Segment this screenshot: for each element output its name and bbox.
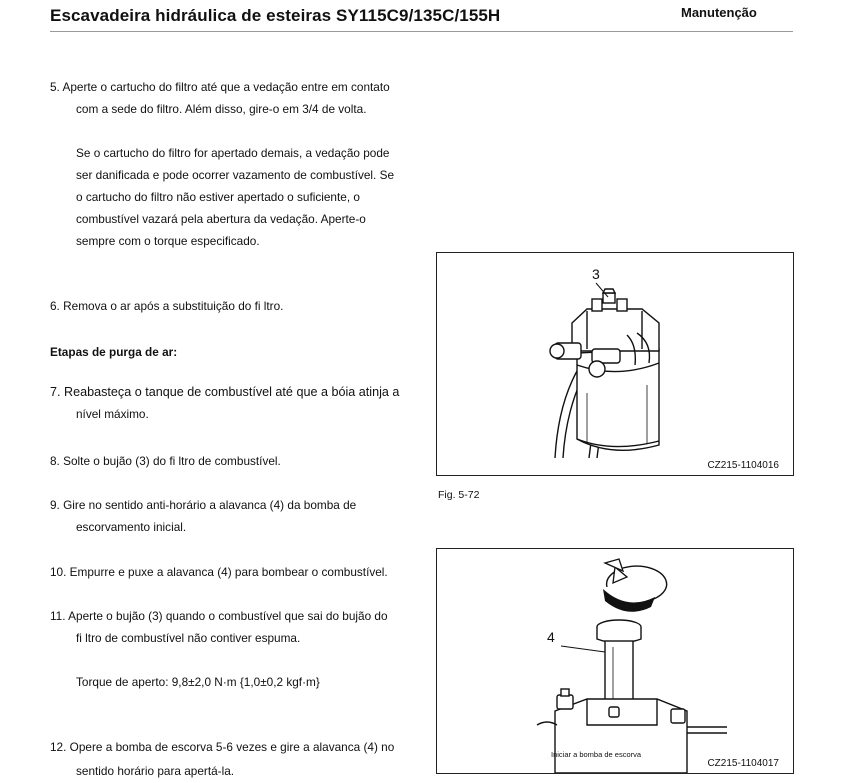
step-11-line-2: fi ltro de combustível não contiver espuma.	[76, 631, 301, 645]
figure-2-label: Iniciar a bomba de escorva	[551, 750, 642, 759]
step-9-line-1: 9. Gire no sentido anti-horário a alavanca (4) da bomba de	[50, 498, 357, 512]
note-line-4: combustível vazará pela abertura da vedação. Aperte-o	[76, 212, 366, 226]
fuel-filter-illustration	[437, 253, 793, 475]
step-11-line-1: 11. Aperte o bujão (3) quando o combustível que sai do bujão do	[50, 609, 388, 623]
step-5-line-2: com a sede do filtro. Além disso, gire-o em 3/4 de volta.	[76, 102, 367, 116]
figure-1-id: CZ215-1104016	[707, 460, 779, 471]
purge-heading: Etapas de purga de ar:	[50, 345, 178, 359]
header-divider	[50, 31, 793, 32]
torque-spec: Torque de aperto: 9,8±2,0 N·m {1,0±0,2 kgf·m}	[76, 675, 320, 689]
figure-1-caption: Fig. 5-72	[438, 489, 480, 501]
step-6: 6. Remova o ar após a substituição do fi ltro.	[50, 299, 284, 313]
figure-2-id: CZ215-1104017	[707, 758, 779, 769]
step-12-line-1: 12. Opere a bomba de escorva 5-6 vezes e gire a alavanca (4) no	[50, 740, 395, 754]
figure-fuel-filter	[436, 252, 794, 476]
section-name: Manutenção	[681, 5, 757, 20]
priming-pump-illustration	[437, 549, 793, 773]
step-10: 10. Empurre e puxe a alavanca (4) para bombear o combustível.	[50, 565, 388, 579]
page-title: Escavadeira hidráulica de esteiras SY115C9/135C/155H	[50, 6, 501, 25]
figure-priming-pump	[436, 548, 794, 774]
step-8: 8. Solte o bujão (3) do fi ltro de combustível.	[50, 454, 281, 468]
step-7-line-1: 7. Reabasteça o tanque de combustível até que a bóia atinja a	[50, 385, 400, 399]
note-line-2: ser danificada e pode ocorrer vazamento de combustível. Se	[76, 168, 395, 182]
note-line-3: o cartucho do filtro não estiver apertado o suficiente, o	[76, 190, 360, 204]
step-7-line-2: nível máximo.	[76, 407, 149, 421]
note-line-5: sempre com o torque especificado.	[76, 234, 260, 248]
step-12-line-2: sentido horário para apertá-la.	[76, 764, 235, 778]
callout-3: 3	[592, 266, 600, 282]
step-5-line-1: 5. Aperte o cartucho do filtro até que a vedação entre em contato	[50, 80, 390, 94]
note-line-1: Se o cartucho do filtro for apertado demais, a vedação pode	[76, 146, 390, 160]
callout-4: 4	[547, 629, 555, 645]
step-9-line-2: escorvamento inicial.	[76, 520, 187, 534]
